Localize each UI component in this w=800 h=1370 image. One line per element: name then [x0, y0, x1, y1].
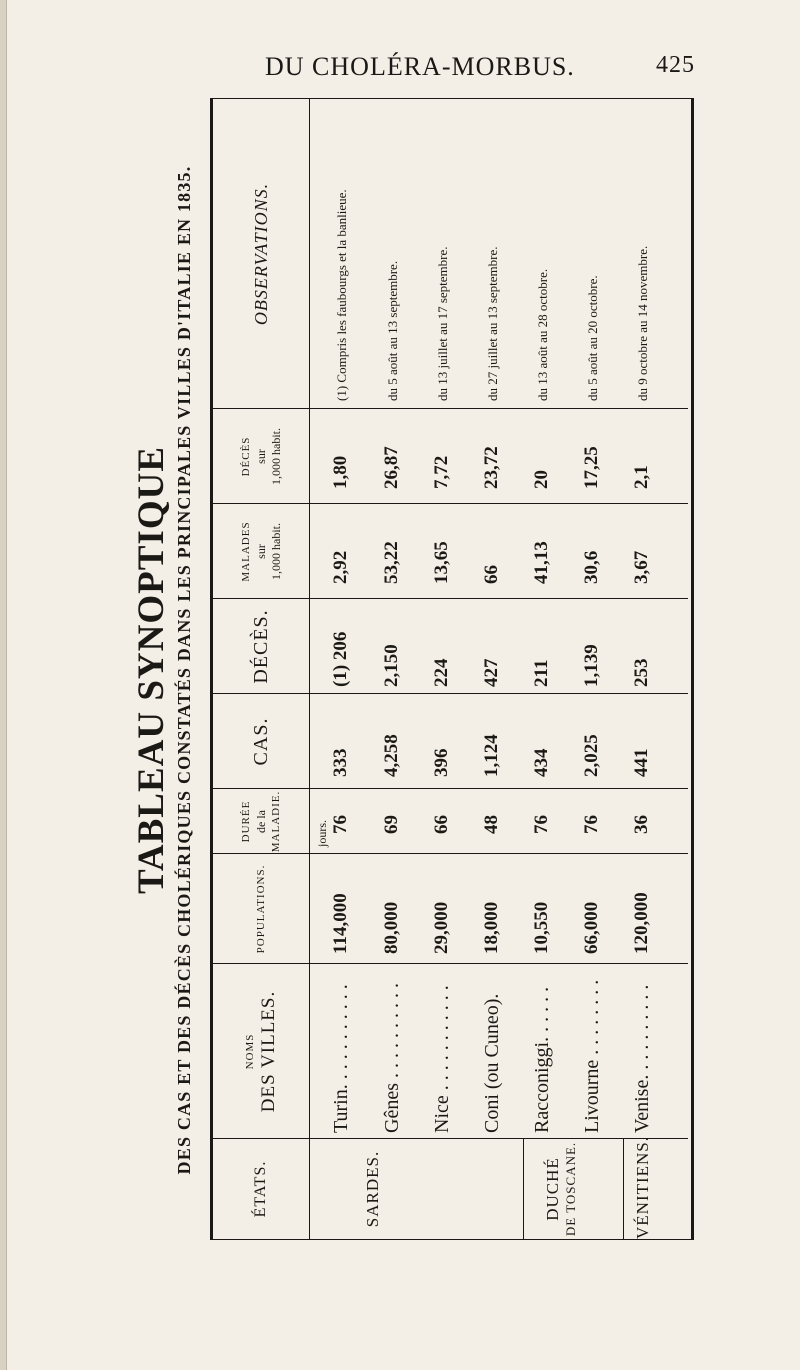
population-cell: 10,550: [531, 901, 552, 954]
state-group-rule: [523, 1139, 524, 1239]
state-sardes: SARDES.: [363, 1150, 382, 1228]
cas-cell: 434: [531, 748, 552, 777]
page-number: 425: [656, 52, 695, 78]
cas-cell: 1,124: [481, 734, 502, 777]
ville-name: Nice . . . . . . . . . . .: [431, 985, 453, 1133]
deces-ratio-cell: 20: [531, 470, 552, 489]
malades-ratio-cell: 30,6: [581, 550, 602, 584]
unit-jours: jours.: [315, 820, 329, 847]
state-toscane-line1: DUCHÉ: [543, 1157, 562, 1221]
header-villes: NOMS DES VILLES.: [243, 990, 279, 1113]
deces-ratio-cell: 1,80: [330, 455, 351, 489]
population-cell: 29,000: [431, 901, 452, 954]
observation-cell: du 13 juillet au 17 septembre.: [435, 246, 450, 401]
state-venitiens: VÉNITIENS.: [633, 1135, 652, 1239]
deces-cell: 2,150: [381, 644, 402, 687]
running-head: DU CHOLÉRA-MORBUS.: [265, 52, 575, 81]
header-cas: CAS.: [249, 717, 272, 766]
duree-cell: 76: [531, 815, 552, 834]
header-rule: [309, 99, 310, 1239]
observation-cell: du 13 août au 28 octobre.: [535, 268, 550, 401]
deces-ratio-cell: 17,25: [581, 446, 602, 489]
malades-ratio-cell: 41,13: [531, 541, 552, 584]
synoptic-table: [210, 98, 694, 1240]
observation-cell: du 27 juillet au 13 septembre.: [485, 246, 500, 401]
malades-ratio-cell: 66: [481, 565, 502, 584]
observation-cell: du 9 octobre au 14 novembre.: [635, 245, 650, 401]
ville-name: Gênes . . . . . . . . . .: [381, 983, 403, 1133]
duree-cell: 48: [481, 815, 502, 834]
header-etats: ÉTATS.: [252, 1160, 269, 1218]
state-group-rule: [623, 1139, 624, 1239]
ville-name: Livourne . . . . . . . .: [581, 979, 603, 1133]
header-observations: OBSERVATIONS.: [250, 182, 271, 326]
header-population: POPULATIONS.: [254, 864, 267, 954]
state-toscane: [543, 1139, 579, 1239]
deces-ratio-cell: 7,72: [431, 455, 452, 489]
ville-name: Coni (ou Cuneo).: [481, 993, 503, 1133]
header-duree: DURÉE de la MALADIE.: [239, 790, 282, 853]
page-edge-line: [6, 0, 7, 1370]
population-cell: 114,000: [330, 893, 351, 954]
deces-cell: 1,139: [581, 644, 602, 687]
duree-cell: 76: [330, 815, 351, 834]
rotated-table-block: [130, 100, 690, 1240]
population-cell: 80,000: [381, 901, 402, 954]
deces-cell: (1) 206: [330, 631, 351, 687]
malades-ratio-cell: 53,22: [381, 541, 402, 584]
table-title: TABLEAU SYNOPTIQUE: [131, 445, 172, 895]
malades-ratio-cell: 3,67: [631, 550, 652, 584]
deces-cell: 253: [631, 658, 652, 687]
malades-ratio-cell: 13,65: [431, 541, 452, 584]
deces-ratio-cell: 26,87: [381, 446, 402, 489]
ville-name: Racconiggi. . . . . .: [531, 986, 553, 1133]
table-subtitle: DES CAS ET DES DÉCÈS CHOLÉRIQUES CONSTATÉS DANS LES PRINCIPALES VILLES D'ITALIE EN 1835.: [174, 165, 194, 1175]
population-cell: 120,000: [631, 892, 652, 954]
deces-cell: 224: [431, 658, 452, 687]
header-deces-ratio: DÉCÈS sur 1,000 habit.: [239, 428, 283, 485]
page-header: [265, 52, 695, 92]
duree-cell: 36: [631, 815, 652, 834]
duree-cell: 69: [381, 815, 402, 834]
deces-cell: 211: [531, 659, 552, 687]
deces-ratio-cell: 2,1: [631, 465, 652, 489]
header-malades-ratio: MALADES sur 1,000 habit.: [239, 521, 283, 582]
malades-ratio-cell: 2,92: [330, 550, 351, 584]
state-toscane-line2: DE TOSCANE.: [563, 1141, 578, 1237]
cas-cell: 441: [631, 748, 652, 777]
cas-cell: 4,258: [381, 734, 402, 777]
duree-cell: 76: [581, 815, 602, 834]
observation-cell: du 5 août au 20 octobre.: [585, 275, 600, 401]
cas-cell: 333: [330, 748, 351, 777]
population-cell: 66,000: [581, 901, 602, 954]
cas-cell: 396: [431, 748, 452, 777]
observation-cell: du 5 août au 13 septembre.: [385, 260, 400, 401]
ville-name: Turin. . . . . . . . . . .: [330, 984, 352, 1133]
ville-name: Venise. . . . . . . . . .: [631, 984, 653, 1133]
deces-ratio-cell: 23,72: [481, 446, 502, 489]
header-deces: DÉCÈS.: [249, 609, 272, 684]
observation-cell: (1) Compris les faubourgs et la banlieue.: [334, 189, 349, 401]
cas-cell: 2,025: [581, 734, 602, 777]
duree-cell: 66: [431, 815, 452, 834]
population-cell: 18,000: [481, 901, 502, 954]
deces-cell: 427: [481, 658, 502, 687]
